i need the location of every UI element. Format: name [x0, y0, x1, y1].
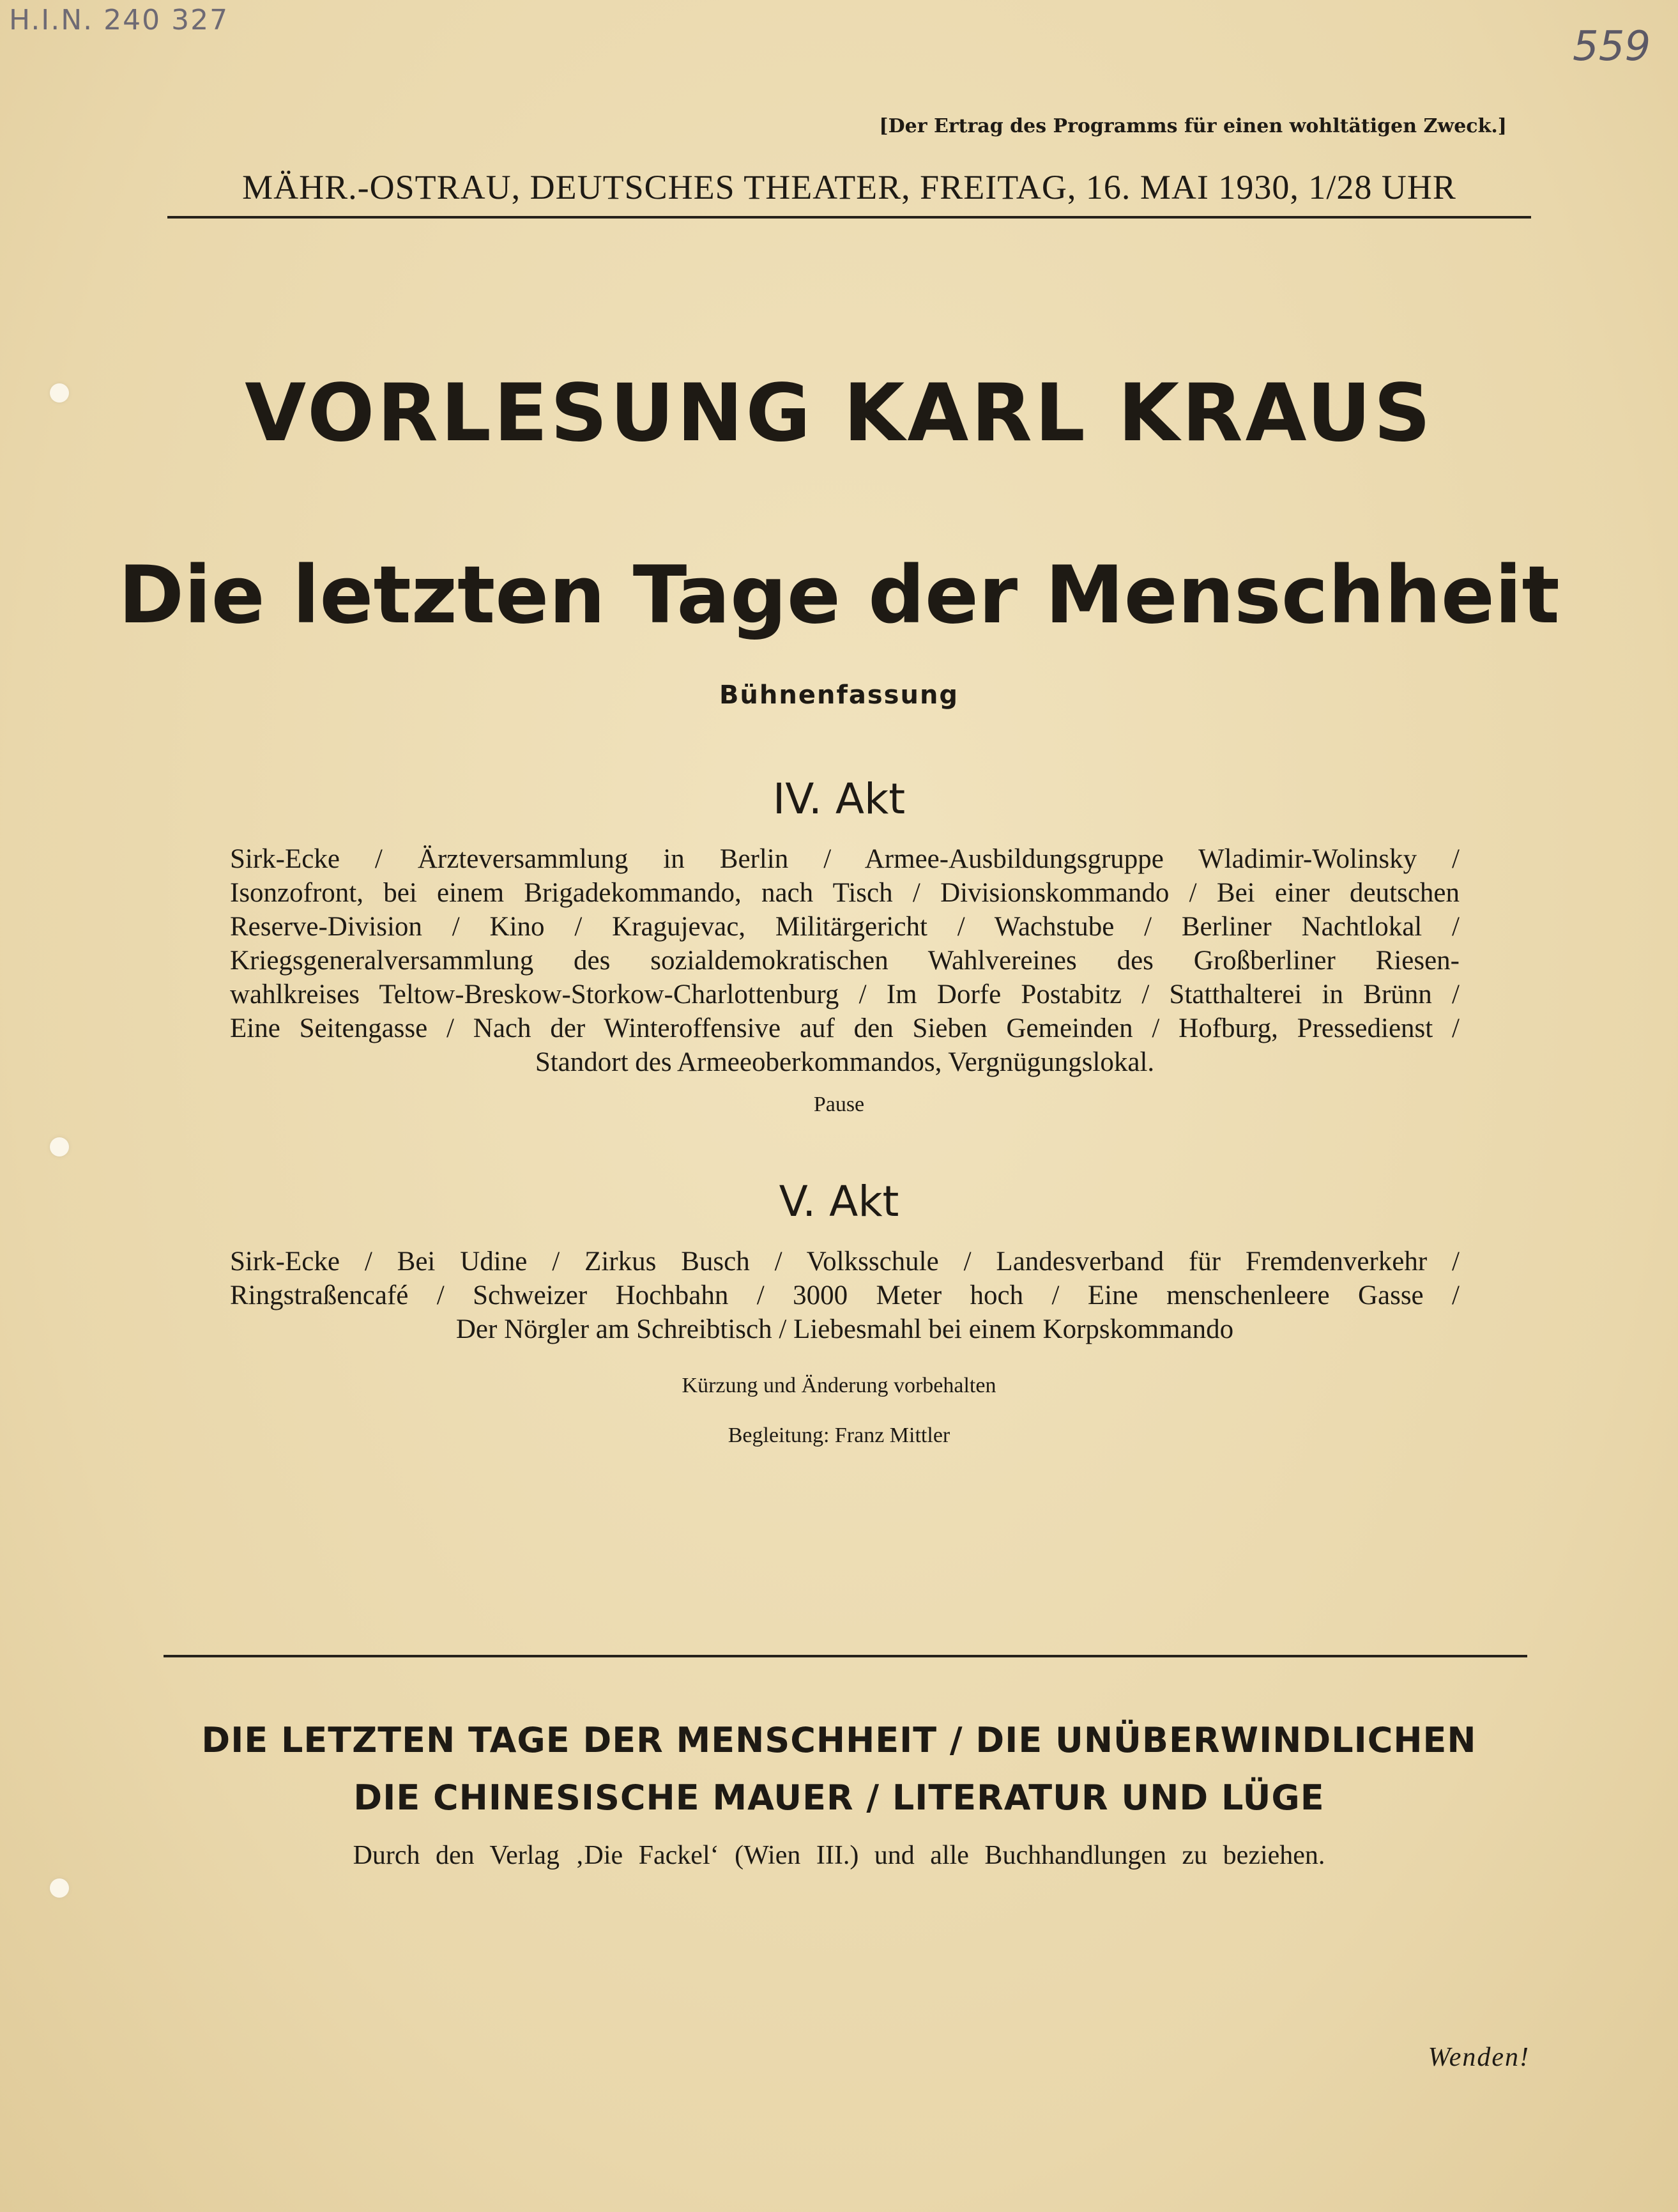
- publications-line: DIE CHINESISCHE MAUER / LITERATUR UND LÜGE: [353, 1778, 1325, 1818]
- scene-line: Eine Seitengasse / Nach der Winteroffensive auf den Sieben Gemeinden / Hofburg, Pressedienst /: [230, 1013, 1460, 1043]
- turn-page-note: Wenden!: [1428, 2043, 1530, 2072]
- scene-line: Kriegsgeneralversammlung des sozialdemokratischen Wahlvereines des Großberliner Riesen-: [230, 946, 1460, 976]
- accompaniment-note: Begleitung: Franz Mittler: [728, 1424, 950, 1447]
- play-title: Die letzten Tage der Menschheit: [118, 549, 1560, 641]
- scene-line: wahlkreises Teltow-Breskow-Storkow-Charlottenburg / Im Dorfe Postabitz / Statthalterei in Brünn /: [230, 979, 1460, 1010]
- scene-line: Sirk-Ecke / Ärzteversammlung in Berlin / Armee-Ausbildungsgruppe Wladimir-Wolinsky /: [230, 844, 1460, 874]
- proceeds-note: [Der Ertrag des Programms für einen wohltätigen Zweck.]: [879, 115, 1507, 137]
- act-heading: IV. Akt: [772, 774, 906, 824]
- venue-date-line: MÄHR.-OSTRAU, DEUTSCHES THEATER, FREITAG, 16. MAI 1930, 1/28 UHR: [242, 168, 1456, 206]
- publications-line: DIE LETZTEN TAGE DER MENSCHHEIT / DIE UNÜBERWINDLICHEN: [201, 1720, 1477, 1760]
- punch-hole: [50, 1137, 69, 1156]
- archive-inventory-mark: H.I.N. 240 327: [9, 4, 229, 36]
- reading-title: VORLESUNG KARL KRAUS: [245, 367, 1433, 459]
- stage-version-subtitle: Bühnenfassung: [719, 680, 959, 710]
- footer-divider: [164, 1655, 1527, 1657]
- cuts-reserved-note: Kürzung und Änderung vorbehalten: [682, 1374, 996, 1397]
- scene-line: Standort des Armeeoberkommandos, Vergnügungslokal.: [535, 1047, 1155, 1077]
- archive-page-number: 559: [1573, 23, 1651, 70]
- intermission-note: Pause: [813, 1093, 865, 1116]
- scene-line: Reserve-Division / Kino / Kragujevac, Militärgericht / Wachstube / Berliner Nachtlokal /: [230, 912, 1460, 942]
- scene-line: Der Nörgler am Schreibtisch / Liebesmahl bei einem Korpskommando: [455, 1314, 1234, 1344]
- punch-hole: [50, 1878, 69, 1898]
- header-divider: [167, 216, 1531, 219]
- scene-line: Isonzofront, bei einem Brigadekommando, nach Tisch / Divisionskommando / Bei einer deutschen: [230, 878, 1460, 908]
- scene-line: Sirk-Ecke / Bei Udine / Zirkus Busch / Volksschule / Landesverband für Fremdenverkehr /: [230, 1247, 1460, 1277]
- scene-line: Ringstraßencafé / Schweizer Hochbahn / 3000 Meter hoch / Eine menschenleere Gasse /: [230, 1280, 1460, 1310]
- act-heading: V. Akt: [779, 1177, 899, 1226]
- publisher-note: Durch den Verlag ‚Die Fackel‘ (Wien III.) und alle Buchhandlungen zu beziehen.: [353, 1841, 1325, 1870]
